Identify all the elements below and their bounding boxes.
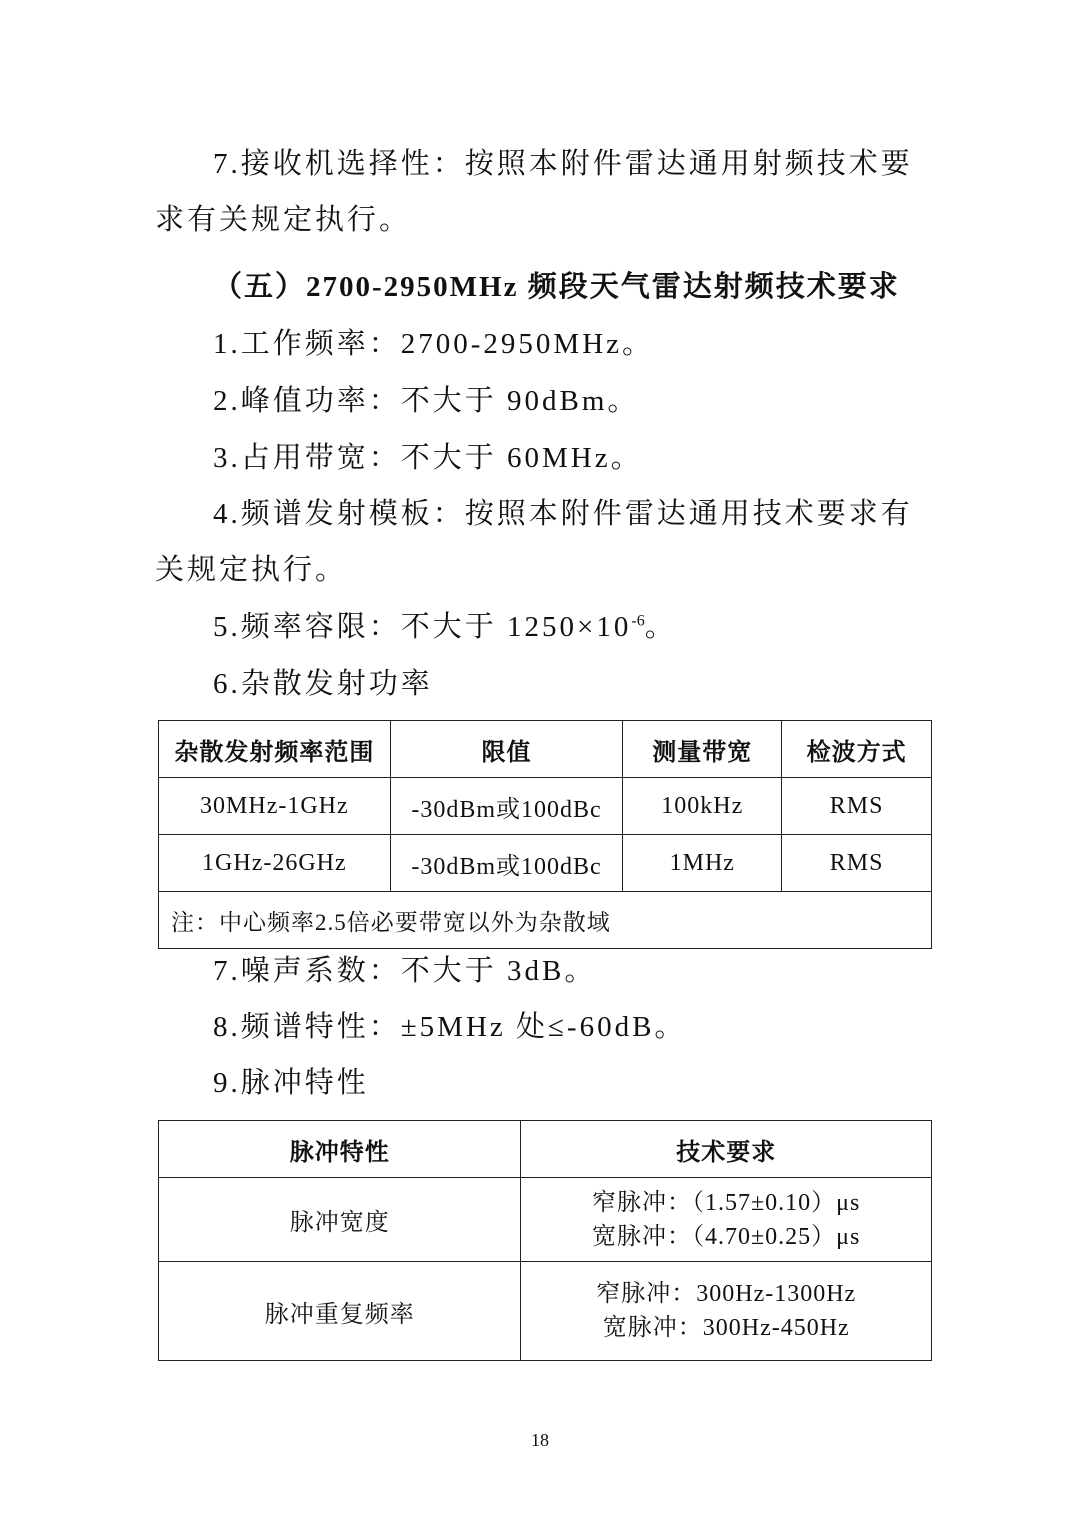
tolerance-exponent: -6	[631, 612, 645, 630]
table-cell: 脉冲重复频率	[159, 1262, 521, 1361]
header-frequency-range: 杂散发射频率范围	[159, 721, 391, 778]
table-cell: -30dBm或100dBc	[390, 778, 623, 835]
table-note: 注：中心频率2.5倍必要带宽以外为杂散域	[159, 892, 932, 949]
requirement-line: 宽脉冲：（4.70±0.25）μs	[592, 1223, 861, 1250]
table-cell: RMS	[782, 835, 932, 892]
table-cell	[521, 1262, 932, 1361]
table-cell: 100kHz	[623, 778, 782, 835]
tolerance-suffix: 。	[644, 611, 677, 643]
paragraph-frequency-tolerance	[155, 599, 935, 655]
requirement-line: 宽脉冲：300Hz-450Hz	[602, 1315, 850, 1341]
table-row	[159, 835, 932, 892]
header-measurement-bandwidth: 测量带宽	[623, 721, 782, 778]
header-limit: 限值	[390, 721, 623, 778]
table-cell: RMS	[782, 778, 932, 835]
section-heading: （五）2700-2950MHz 频段天气雷达射频技术要求	[213, 271, 900, 303]
header-pulse-characteristic: 脉冲特性	[159, 1121, 521, 1178]
table-cell: 1MHz	[623, 835, 782, 892]
table-row	[159, 1262, 932, 1361]
table-cell: 30MHz-1GHz	[159, 778, 391, 835]
requirement-line: 窄脉冲：300Hz-1300Hz	[596, 1281, 857, 1307]
table-row	[159, 778, 932, 835]
table-cell: -30dBm或100dBc	[390, 835, 623, 892]
table-header-row	[159, 1121, 932, 1178]
table-cell: 脉冲宽度	[159, 1178, 521, 1262]
table-row	[159, 1178, 932, 1262]
paragraph-receiver-selectivity: 7.接收机选择性：按照本附件雷达通用射频技术要求有关规定执行。	[155, 148, 913, 236]
paragraph-spurious-power: 6.杂散发射功率	[213, 668, 433, 700]
paragraph-spectrum-characteristics: 8.频谱特性：±5MHz 处≤-60dB。	[213, 1011, 687, 1043]
tolerance-text: 5.频率容限：不大于 1250×10	[213, 611, 632, 643]
table-note-row	[159, 892, 932, 949]
paragraph-pulse-characteristics: 9.脉冲特性	[213, 1067, 369, 1099]
pulse-characteristics-table	[158, 1120, 932, 1361]
paragraph-peak-power: 2.峰值功率：不大于 90dBm。	[213, 385, 640, 417]
requirement-line: 窄脉冲：（1.57±0.10）μs	[592, 1189, 861, 1216]
page-number: 18	[531, 1430, 549, 1450]
paragraph-operating-frequency: 1.工作频率：2700-2950MHz。	[213, 328, 655, 360]
table-cell	[521, 1178, 932, 1262]
header-detection-mode: 检波方式	[782, 721, 932, 778]
header-technical-requirement: 技术要求	[521, 1121, 932, 1178]
paragraph-occupied-bandwidth: 3.占用带宽：不大于 60MHz。	[213, 442, 643, 474]
paragraph-spectrum-mask: 4.频谱发射模板：按照本附件雷达通用技术要求有关规定执行。	[155, 498, 913, 586]
table-cell: 1GHz-26GHz	[159, 835, 391, 892]
paragraph-noise-figure: 7.噪声系数：不大于 3dB。	[213, 955, 597, 987]
spurious-emission-table	[158, 720, 932, 949]
table-header-row	[159, 721, 932, 778]
